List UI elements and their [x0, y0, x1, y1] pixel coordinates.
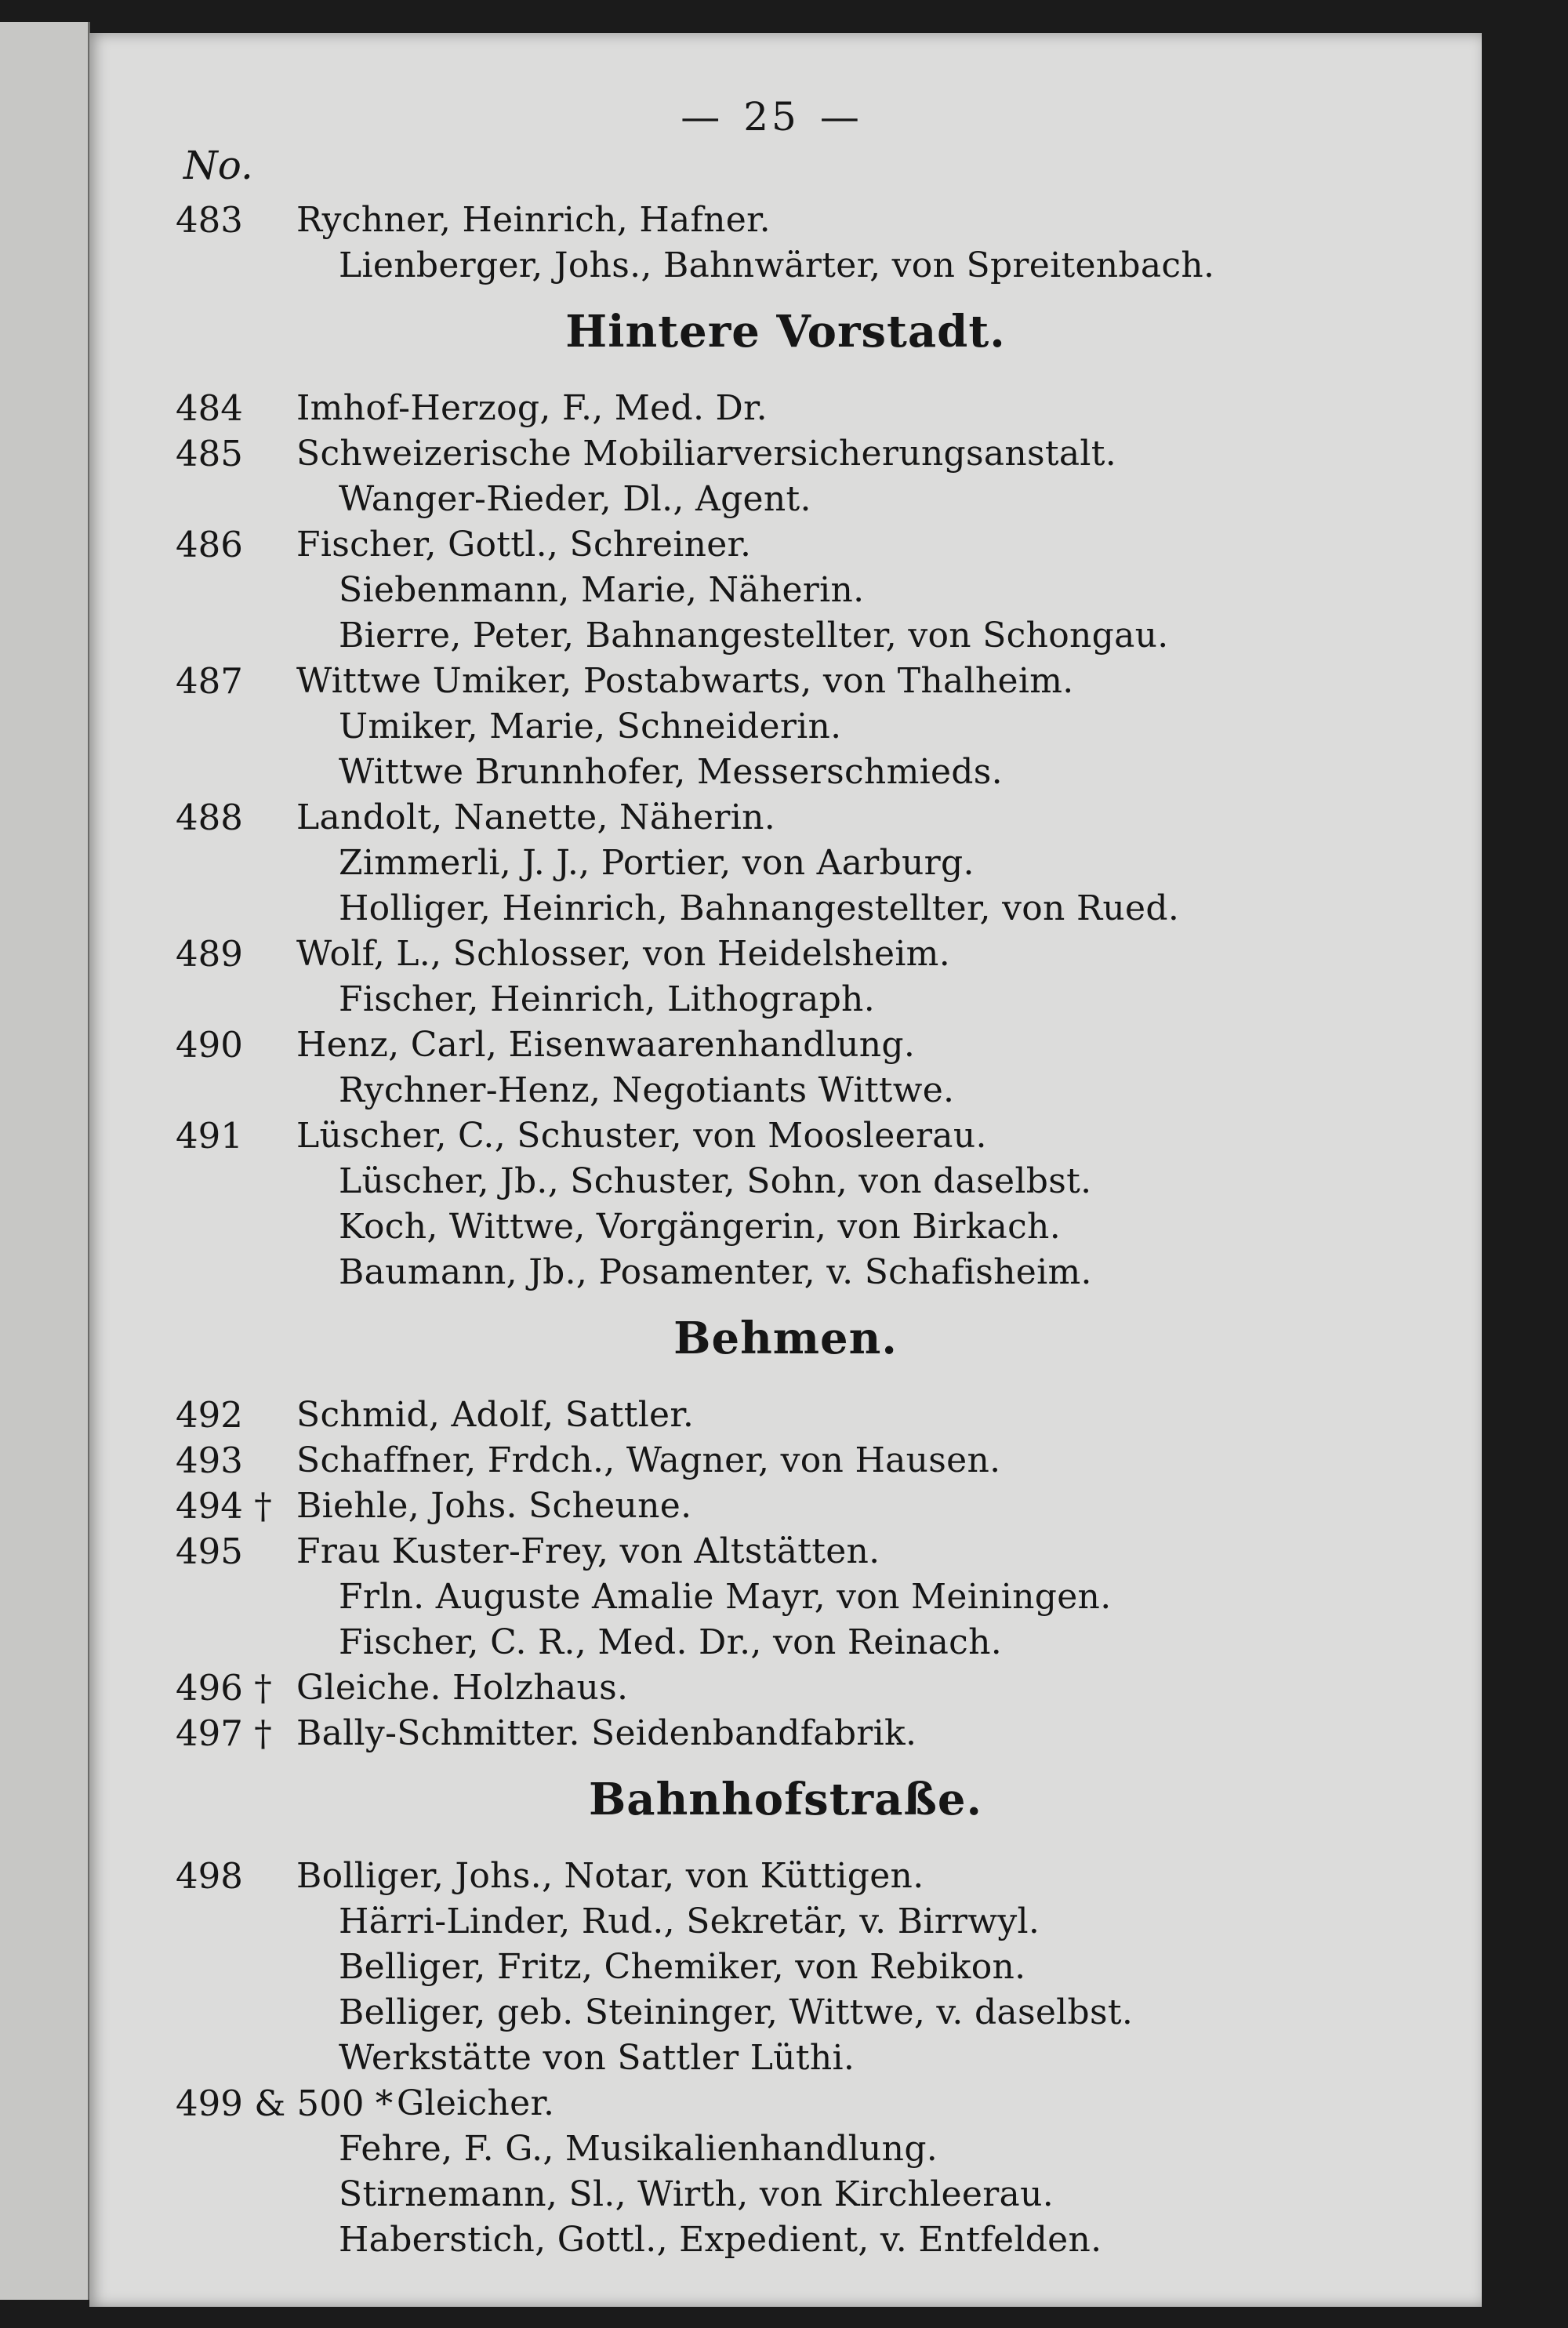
resident-text: Frln. Auguste Amalie Mayr, von Meiningen.	[339, 1577, 1112, 1617]
resident-text: Landolt, Nanette, Näherin.	[296, 797, 775, 837]
resident-text: Rychner-Henz, Negotiants Wittwe.	[339, 1070, 955, 1110]
entry-continuation-row	[89, 2036, 1482, 2081]
resident-text: Koch, Wittwe, Vorgängerin, von Birkach.	[339, 1207, 1061, 1247]
entry-continuation-row	[89, 2217, 1482, 2263]
entry-row	[89, 1529, 1482, 1574]
resident-text: Lüscher, Jb., Schuster, Sohn, von daselbst.	[339, 1161, 1092, 1201]
resident-text: Stirnemann, Sl., Wirth, von Kirchleerau.	[339, 2174, 1054, 2214]
directory-entries	[89, 33, 1482, 2307]
house-number: 489	[176, 933, 243, 975]
house-number: 496 †	[176, 1667, 272, 1709]
entry-row	[89, 1393, 1482, 1438]
resident-text: Frau Kuster-Frey, von Altstätten.	[296, 1531, 880, 1571]
house-number: 486	[176, 524, 243, 565]
page-number-value: 25	[743, 94, 800, 140]
resident-text: Gleicher.	[397, 2083, 555, 2123]
entry-continuation-row	[89, 886, 1482, 932]
entry-continuation-row	[89, 1990, 1482, 2036]
resident-text: Haberstich, Gottl., Expedient, v. Entfelden.	[339, 2220, 1102, 2260]
entry-continuation-row	[89, 1899, 1482, 1945]
entry-continuation-row	[89, 1159, 1482, 1204]
house-number: 495	[176, 1531, 243, 1572]
entry-row	[89, 386, 1482, 431]
resident-text: Schmid, Adolf, Sattler.	[296, 1395, 695, 1435]
entry-continuation-row	[89, 2172, 1482, 2217]
resident-text: Lienberger, Johs., Bahnwärter, von Spreitenbach.	[339, 245, 1215, 285]
entry-row	[89, 1711, 1482, 1756]
resident-text: Siebenmann, Marie, Näherin.	[339, 570, 865, 610]
entry-continuation-row	[89, 613, 1482, 659]
page-number-dash-right: —	[819, 94, 862, 140]
entry-continuation-row	[89, 1068, 1482, 1113]
resident-text: Henz, Carl, Eisenwaarenhandlung.	[296, 1025, 916, 1065]
entry-row	[89, 1665, 1482, 1711]
resident-text: Wittwe Umiker, Postabwarts, von Thalheim.	[296, 661, 1074, 701]
entry-continuation-row	[89, 841, 1482, 886]
house-number: 485	[176, 433, 243, 474]
entry-continuation-row	[89, 1250, 1482, 1295]
column-header-number: No.	[183, 143, 253, 188]
entry-continuation-row	[89, 977, 1482, 1022]
resident-text: Fischer, Heinrich, Lithograph.	[339, 979, 875, 1019]
house-number: 487	[176, 660, 243, 702]
resident-text: Schweizerische Mobiliarversicherungsanstalt.	[296, 434, 1117, 474]
house-number: 492	[176, 1394, 243, 1436]
resident-text: Bierre, Peter, Bahnangestellter, von Schongau.	[339, 616, 1169, 656]
resident-text: Zimmerli, J. J., Portier, von Aarburg.	[339, 843, 975, 883]
resident-text: Lüscher, C., Schuster, von Moosleerau.	[296, 1116, 987, 1156]
entry-row	[89, 659, 1482, 704]
house-number: 490	[176, 1024, 243, 1066]
entry-continuation-row	[89, 568, 1482, 613]
resident-text: Gleiche. Holzhaus.	[296, 1668, 629, 1708]
entry-row	[89, 795, 1482, 841]
entry-continuation-row	[89, 1574, 1482, 1620]
house-number: 497 †	[176, 1712, 272, 1754]
entry-row	[89, 1854, 1482, 1899]
previous-page-edge	[0, 22, 90, 2300]
entry-row	[89, 522, 1482, 568]
book-page	[89, 33, 1482, 2307]
entry-row	[89, 1113, 1482, 1159]
resident-text: Baumann, Jb., Posamenter, v. Schafisheim.	[339, 1252, 1092, 1292]
resident-text: Schaffner, Frdch., Wagner, von Hausen.	[296, 1440, 1001, 1480]
resident-text: Wolf, L., Schlosser, von Heidelsheim.	[296, 934, 950, 974]
section-heading: Behmen.	[673, 1313, 898, 1364]
house-number: 498	[176, 1855, 243, 1897]
section-heading: Hintere Vorstadt.	[565, 306, 1006, 358]
house-number: 483	[176, 199, 243, 241]
house-number: 488	[176, 797, 243, 838]
resident-text: Wanger-Rieder, Dl., Agent.	[339, 479, 811, 519]
entry-row	[89, 1484, 1482, 1529]
page-number-dash-left: —	[681, 94, 724, 140]
entry-row	[89, 198, 1482, 243]
resident-text: Imhof-Herzog, F., Med. Dr.	[296, 388, 768, 428]
entry-continuation-row	[89, 750, 1482, 795]
entry-continuation-row	[89, 477, 1482, 522]
entry-continuation-row	[89, 2126, 1482, 2172]
resident-text: Biehle, Johs. Scheune.	[296, 1486, 692, 1526]
resident-text: Bolliger, Johs., Notar, von Küttigen.	[296, 1856, 924, 1896]
section-heading: Bahnhofstraße.	[588, 1774, 983, 1825]
house-number: 493	[176, 1440, 243, 1481]
resident-text: Werkstätte von Sattler Lüthi.	[339, 2038, 855, 2078]
house-number: 499 & 500 *	[176, 2083, 394, 2124]
house-number: 491	[176, 1115, 243, 1157]
resident-text: Härri-Linder, Rud., Sekretär, v. Birrwyl.	[339, 1901, 1040, 1941]
entry-row	[89, 2081, 1482, 2126]
entry-continuation-row	[89, 704, 1482, 750]
entry-continuation-row	[89, 243, 1482, 289]
resident-text: Rychner, Heinrich, Hafner.	[296, 200, 771, 240]
resident-text: Wittwe Brunnhofer, Messerschmieds.	[339, 752, 1003, 792]
resident-text: Belliger, geb. Steininger, Wittwe, v. daselbst.	[339, 1992, 1134, 2032]
resident-text: Fehre, F. G., Musikalienhandlung.	[339, 2129, 938, 2169]
entry-row	[89, 1438, 1482, 1484]
entry-row	[89, 932, 1482, 977]
house-number: 494 †	[176, 1485, 272, 1527]
entry-continuation-row	[89, 1945, 1482, 1990]
resident-text: Fischer, C. R., Med. Dr., von Reinach.	[339, 1622, 1003, 1662]
resident-text: Fischer, Gottl., Schreiner.	[296, 525, 752, 565]
resident-text: Belliger, Fritz, Chemiker, von Rebikon.	[339, 1947, 1026, 1987]
entry-row	[89, 431, 1482, 477]
resident-text: Bally-Schmitter. Seidenbandfabrik.	[296, 1713, 917, 1753]
house-number: 484	[176, 387, 243, 429]
entry-continuation-row	[89, 1620, 1482, 1665]
entry-continuation-row	[89, 1204, 1482, 1250]
resident-text: Umiker, Marie, Schneiderin.	[339, 706, 842, 746]
entry-row	[89, 1022, 1482, 1068]
resident-text: Holliger, Heinrich, Bahnangestellter, von Rued.	[339, 888, 1180, 928]
